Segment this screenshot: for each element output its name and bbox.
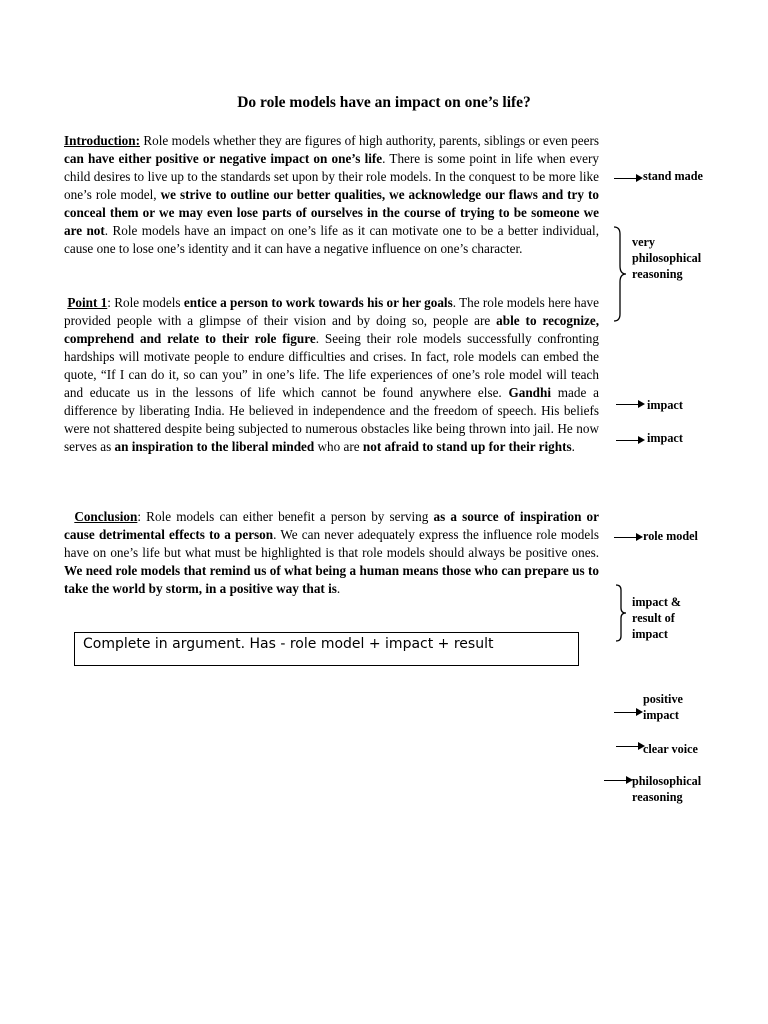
conclusion-paragraph xyxy=(64,508,599,598)
annotation-line: reasoning xyxy=(632,790,683,804)
arrow-icon xyxy=(616,440,642,441)
annotation-line: positive xyxy=(643,692,683,706)
annotation-line: philosophical xyxy=(632,774,702,788)
arrow-icon xyxy=(614,537,640,538)
arrow-icon xyxy=(614,178,640,179)
annotation-line: very xyxy=(632,235,656,249)
point1-paragraph xyxy=(64,294,599,456)
annotation-very-philosophical-reasoning xyxy=(632,234,701,282)
arrow-icon xyxy=(604,780,630,781)
summary-box: Complete in argument. Has - role model + impact + result xyxy=(74,632,579,666)
point1-text-3: . Seeing their role models successfully confronting hardships will motivate people to endure difficulties and crises. In fact, role models can embed the quote, “If I can do it, so can you” in one’s life. The life experiences of one’s role model will teach and educate us in the lessons of life which cannot be found anywhere else. xyxy=(64,331,599,400)
point1-text-1: : Role models xyxy=(107,295,184,310)
annotation-role-model: role model xyxy=(643,529,698,543)
annotation-impact-2: impact xyxy=(647,431,683,445)
introduction-heading: Introduction: xyxy=(64,133,140,148)
annotation-clear-voice: clear voice xyxy=(643,742,698,756)
arrow-icon xyxy=(616,404,642,405)
point1-bold-2: able to recognize, comprehend and relate to their role figure xyxy=(64,313,599,346)
intro-text-3: . Role models have an impact on one’s life as it can motivate one to be a better individual, cause one to lose one’s identity and it can have a negative influence on one’s character. xyxy=(64,223,599,256)
annotation-line: impact & xyxy=(632,595,682,609)
intro-text-2: . There is some point in life when every child desires to live up to the standards set upon by their role models. In the conquest to be more like one’s role model, xyxy=(64,151,599,202)
point1-text-5: who are xyxy=(314,439,363,454)
annotation-philosophical-reasoning xyxy=(632,773,701,805)
conclusion-bold-2: We need role models that remind us of what being a human means those who can prepare us to take the world by storm, in a positive way that is xyxy=(64,563,599,596)
annotation-positive-impact xyxy=(643,691,683,723)
point1-heading: Point 1 xyxy=(67,295,108,310)
point1-bold-5: not afraid to stand up for their rights xyxy=(362,439,572,454)
annotation-line: impact xyxy=(643,708,679,722)
annotation-line: impact xyxy=(632,627,668,641)
point1-bold-3: Gandhi xyxy=(508,385,552,400)
annotation-line: philosophical xyxy=(632,251,702,265)
conclusion-text-2: . We can never adequately express the influence role models have on one’s life but what must be highlighted is that role models should always be positive ones. xyxy=(64,527,599,560)
conclusion-text-3: . xyxy=(336,581,341,596)
arrow-icon xyxy=(614,712,640,713)
conclusion-bold-1: as a source of inspiration or cause detrimental effects to a person xyxy=(64,509,600,542)
intro-bold-1: can have either positive or negative impact on one’s life xyxy=(64,151,383,166)
intro-text-1: Role models whether they are figures of high authority, parents, siblings or even peers xyxy=(139,133,599,148)
point1-bold-4: an inspiration to the liberal minded xyxy=(114,439,315,454)
annotation-line: reasoning xyxy=(632,267,683,281)
annotation-line: result of xyxy=(632,611,675,625)
right-brace-icon xyxy=(614,584,628,642)
point1-text-2: . The role models here have provided people with a glimpse of their vision and by doing so, people are xyxy=(64,295,600,328)
point1-bold-1: entice a person to work towards his or her goals xyxy=(183,295,453,310)
conclusion-text-1: : Role models can either benefit a person by serving xyxy=(137,509,434,524)
point1-text-4: made a difference by liberating India. He believed in independence and the freedom of speech. His beliefs were not shattered despite being subjected to numerous obstacles like being thrown into jail. He now serves as xyxy=(64,385,599,454)
intro-bold-2: we strive to outline our better qualities, we acknowledge our flaws and try to conceal them or we may even lose parts of ourselves in the course of trying to be someone we are not xyxy=(64,187,599,238)
essay-title: Do role models have an impact on one’s life? xyxy=(237,94,531,111)
introduction-paragraph xyxy=(64,132,599,258)
conclusion-heading: Conclusion xyxy=(74,509,138,524)
right-brace-icon xyxy=(612,226,628,322)
point1-text-6: . xyxy=(571,439,575,454)
arrow-icon xyxy=(616,746,642,747)
annotation-impact-result xyxy=(632,594,681,642)
annotation-impact-1: impact xyxy=(647,398,683,412)
annotation-stand-made: stand made xyxy=(643,169,703,183)
